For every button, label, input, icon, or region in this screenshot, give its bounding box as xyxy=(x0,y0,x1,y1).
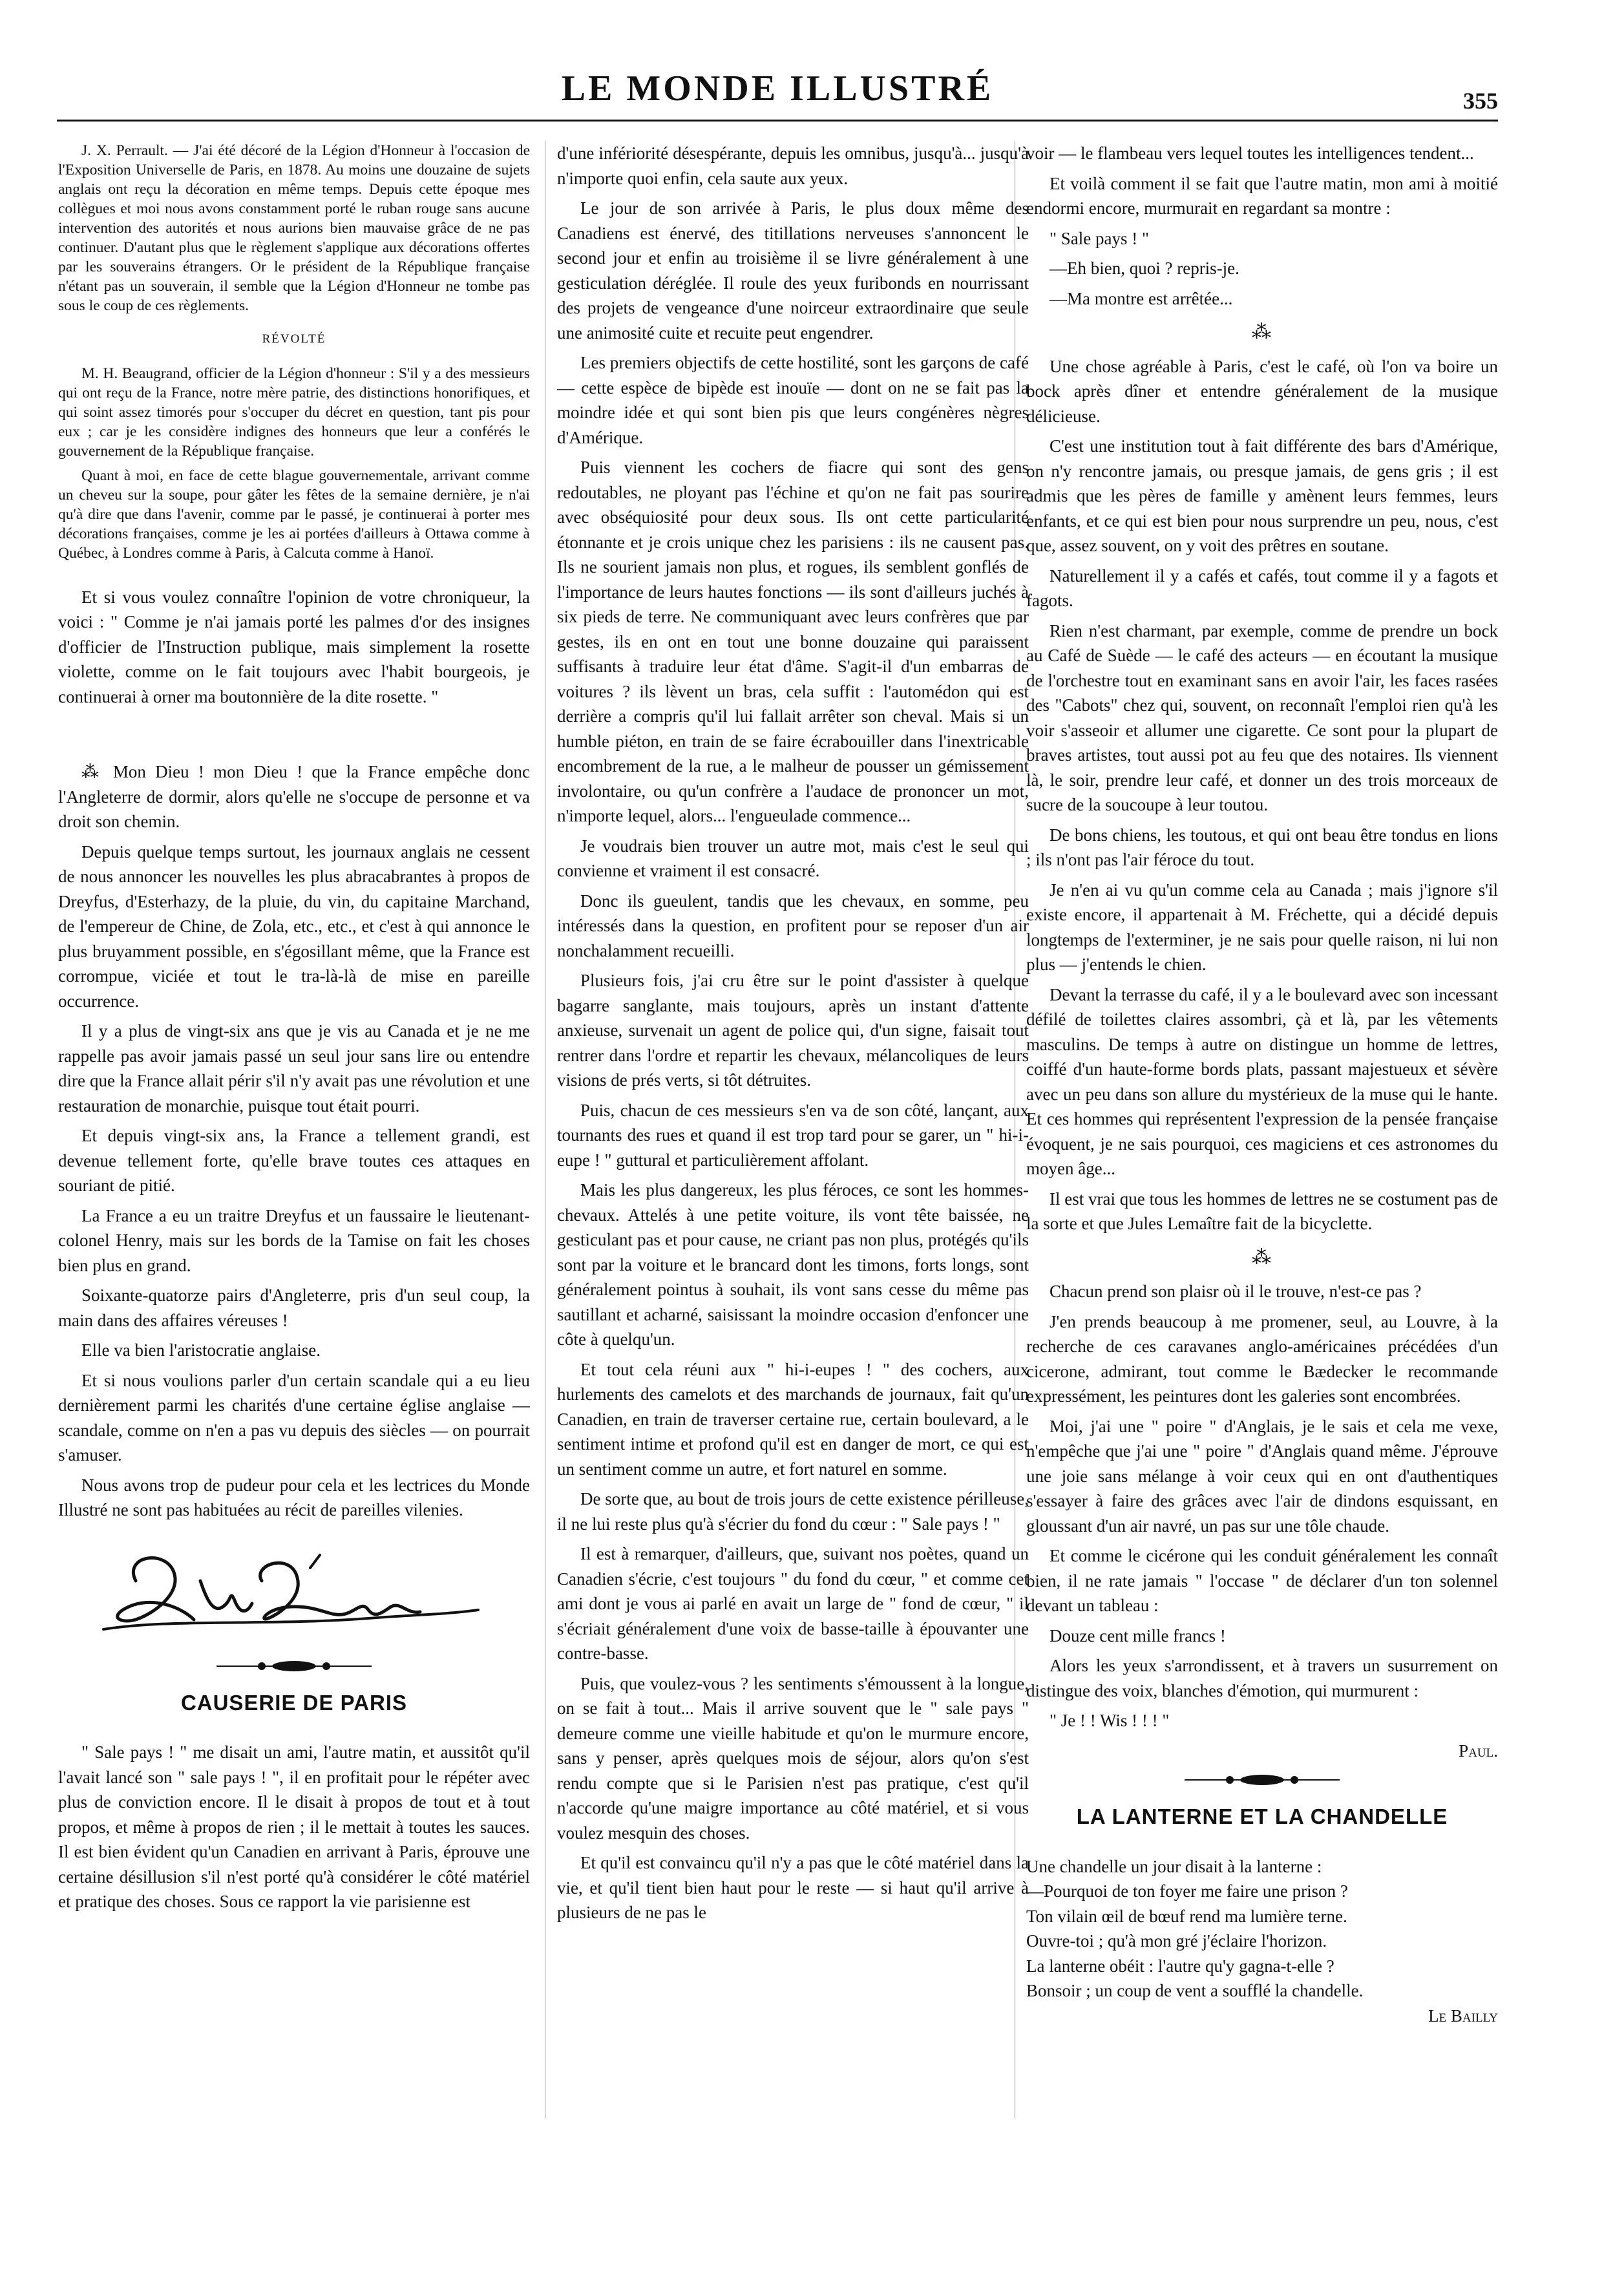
column-1 xyxy=(58,141,530,2235)
paragraph: M. H. Beaugrand, officier de la Légion d'honneur : S'il y a des messieurs qui ont reçu de la France, notre mère patrie, des distinctions honorifiques, et qui soint assez timorés pour s'occuper du décret en question, tant pis pour eux ; car je les considère indignes des honneurs que leur a conférés le gouvernement de la République française. xyxy=(58,365,530,460)
dialogue-line: —Ma montre est arrêtée... xyxy=(1049,288,1233,308)
paragraph: Donc ils gueulent, tandis que les chevaux, en somme, peu intéressés dans la question, en profitent pour se reposer d'un air nonchalamment recueilli. xyxy=(557,891,1029,960)
paragraph: Chacun prend son plaisr où il le trouve, n'est-ce pas ? xyxy=(1049,1282,1422,1301)
paragraph: Et tout cela réuni aux " hi-i-eupes ! " des cochers, aux hurlements des camelots et des marchands de journaux, fait qu'un Canadien, en train de traverser certaine rue, certain boulevard, a le sentiment intime et profond qu'il est en danger de mort, ce qui est un sentiment comme un autre, et fort naturel en somme. xyxy=(557,1359,1029,1479)
newspaper-title: LE MONDE ILLUSTRÉ xyxy=(561,69,994,109)
paragraph: Le jour de son arrivée à Paris, le plus doux même des Canadiens est énervé, des titillations nerveuses s'annoncent le second jour et enfin au troisième il se livre généralement à une gesticulation déréglée. Il roule des yeux furibonds en nourrissant des projets de vengeance d'une noirceur extraordinaire que seule une animosité cuite et recuite peut engendrer. xyxy=(557,198,1029,343)
paragraph: Et comme le cicérone qui les conduit généralement les connaît bien, il ne rate jamais " l'occase " de déclarer d'un ton solennel devant un tableau : xyxy=(1026,1546,1498,1615)
paragraph: Les premiers objectifs de cette hostilité, sont les garçons de café — cette espèce de bipède est inouïe — dont on ne se fait pas la moindre idée et qui sont bien pis que leurs congénères nègres d'Amérique. xyxy=(557,353,1029,447)
paragraph: voir — le flambeau vers lequel toutes les intelligences tendent... xyxy=(1026,143,1474,163)
section-title: CAUSERIE DE PARIS xyxy=(180,1690,408,1715)
dialogue-line: —Eh bien, quoi ? repris-je. xyxy=(1049,259,1239,278)
paragraph: J. X. Perrault. — J'ai été décoré de la Légion d'Honneur à l'occasion de l'Exposition Universelle de Paris, en 1878. Au moins une douzaine de sujets anglais ont reçu la décoration en même temps. Depuis cette époque mes collègues et moi nous avons constamment porté le ruban rouge sans aucune intervention des autorités et nous aurions bien mauvaise grâce de ne pas continuer. D'autant plus que le règlement s'applique aux décorations offertes par les souverains étrangers. Or le président de la République française n'étant pas un souverain, il semble que la Légion d'Honneur ne tombe pas sous le coup de ces règlements. xyxy=(58,142,530,314)
paragraph: Plusieurs fois, j'ai cru être sur le point d'assister à quelque bagarre sanglante, mais toujours, après un instant d'attente anxieuse, survenait un agent de police qui, d'un signe, faisait tout rentrer dans l'ordre et repartir les chevaux, mélancoliques de leurs visions de prés verts, si tôt détruites. xyxy=(557,971,1029,1090)
signature-image xyxy=(97,1542,485,1639)
paragraph: Elle va bien l'aristocratie anglaise. xyxy=(81,1340,321,1360)
paragraph: Il y a plus de vingt-six ans que je vis au Canada et je ne me rappelle pas avoir jamais passé un seul jour sans lire ou entendre dire que la France allait périr s'il n'y avait pas une révolution et une restauration de monarchie, puisque tout était pourri. xyxy=(58,1021,530,1116)
ornament-divider xyxy=(210,1658,378,1674)
paragraph: De bons chiens, les toutous, et qui ont beau être tondus en lions ; ils n'ont pas l'air féroce du tout. xyxy=(1026,825,1498,869)
paragraph: d'une infériorité désespérante, depuis les omnibus, jusqu'à... jusqu'à n'importe quoi enfin, cela saute aux yeux. xyxy=(557,143,1029,188)
paragraph: La France a eu un traitre Dreyfus et un faussaire le lieutenant-colonel Henry, mais sur les bords de la Tamise on fait les choses bien plus en grand. xyxy=(58,1205,530,1275)
paragraph: Nous avons trop de pudeur pour cela et les lectrices du Monde Illustré ne sont pas habituées au récit de pareilles vilenies. xyxy=(58,1475,530,1519)
paragraph: Mais les plus dangereux, les plus féroces, ce sont les hommes-chevaux. Attelés à une petite voiture, ils vont tête baissée, ne gesticulant pas et pour cause, ne criant pas non plus, protégés qu'ils sont par la voiture et le brancard dont les timons, forts longs, sont généralement pointus à souhait, ils vont sans cesse du même pas sautillant et acharné, saisissant la moindre occasion d'enfoncer une côte à quelqu'un. xyxy=(557,1180,1029,1349)
verse-line: —Pourquoi de ton foyer me faire une prison ? xyxy=(1026,1881,1348,1901)
page-number: 355 xyxy=(1463,88,1498,114)
paragraph: Puis, que voulez-vous ? les sentiments s'émoussent à la longue, on se fait à tout... Mais il arrive souvent que le " sale pays " demeure comme une vieille habitude et qu'on le murmure encore, sans y penser, après quelques mois de séjour, alors qu'on s'est rendu compte que si le Parisien n'est pas pratique, c'est qu'il n'accorde qu'une maigre importance au côté matériel, et si vous voulez mesquin des choses. xyxy=(557,1673,1029,1843)
signature xyxy=(58,1542,530,1645)
article-author: Paul. xyxy=(1459,1740,1498,1761)
paragraph: Je voudrais bien trouver un autre mot, mais c'est le seul qui convienne et vraiment il est consacré. xyxy=(557,836,1029,880)
paragraph: Et qu'il est convaincu qu'il n'y a pas que le côté matériel dans la vie, et qu'il tient bien haut pour le reste — si haut qu'il arrive à plusieurs de ne pas le xyxy=(557,1853,1029,1922)
paragraph: Puis viennent les cochers de fiacre qui sont des gens redoutables, ne ployant pas l'échine et qu'on ne fait pas sourire avec obséquiosité pour deux sous. Ils ont cette particularité étonnante et je crois unique chez les parisiens : ils ne causent pas. Ils ne sourient jamais non plus, et rogues, ils semblent gonflés de l'importance de leurs hautes fonctions — ils sont d'ailleurs juchés à six pieds de terre. Ne communiquant avec leurs confrères que par gestes, ils en ont en tout une bonne douzaine qui paraissent suffisants à traduire leur état d'âme. S'agit-il d'un embarras de voitures ? ils lèvent un bras, cela suffit : l'automédon qui est derrière a compris qu'il lui fallait arrêter son cheval. Mais si un humble piéton, en train de se faire écrabouiller dans l'inextricable encombrement de la rue, a le malheur de pousser un gémissement involontaire, ou qu'un confrère a l'audace de prononcer un mot, n'importe lequel, alors... l'engueulade commence... xyxy=(557,458,1029,825)
poem-author: Le Bailly xyxy=(1428,2005,1498,2025)
paragraph: Il est à remarquer, d'ailleurs, que, suivant nos poètes, quand un Canadien s'écrie, c'est toujours " du fond du cœur, " et comme cet ami dont je vous ai parlé en avait un large de " fond de cœur, " il s'écriait généralement d'une voix de basse-taille à épouvanter une contre-basse. xyxy=(557,1544,1029,1663)
paragraph: Soixante-quatorze pairs d'Angleterre, pris d'un seul coup, la main dans des affaires véreuses ! xyxy=(58,1285,530,1330)
paragraph: Rien n'est charmant, par exemple, comme de prendre un bock au Café de Suède — le café des acteurs — en écoutant la musique de l'orchestre tout en examinant sans en avoir l'air, les faces rasées des "Cabots" chez qui, souvent, on reconnaît l'emploi rien qu'à les voir s'asseoir et allumer une cigarette. Ce sont pour la plupart de braves artistes, tout aussi pot au feu que des notaires. Ils viennent là, le soir, prendre leur café, et donner un des trois morceaux de sucre de la soucoupe à leur toutou. xyxy=(1026,620,1498,814)
paragraph: Devant la terrasse du café, il y a le boulevard avec son incessant défilé de toilettes claires assombri, çà et là, par les vêtements masculins. De temps à autre on distingue un homme de lettres, coiffé d'un haute-forme bords plats, passant majestueux et sévère avec un peu dans son allure du mystérieux de la muse qui le hante. Et ces hommes qui représentent l'expression de la pensée française évoquent, je ne sais pourquoi, ces magiciens et ces astronomes du moyen âge... xyxy=(1026,984,1498,1178)
paragraph: Et si vous voulez connaître l'opinion de votre chroniqueur, la voici : " Comme je n'ai jamais porté les palmes d'or des insignes d'officier de l'Instruction publique, mais simplement la rosette violette, comme on le fait toujours avec l'habit bourgeois, je continuerai à orner ma boutonnière de la dite rosette. " xyxy=(58,587,530,706)
paragraph: Naturellement il y a cafés et cafés, tout comme il y a fagots et fagots. xyxy=(1026,566,1498,610)
paragraph: Il est vrai que tous les hommes de lettres ne se costument pas de la sorte et que Jules Lemaître fait de la bicyclette. xyxy=(1026,1189,1498,1233)
subheading: RÉVOLTÉ xyxy=(262,332,326,346)
verse-line: La lanterne obéit : l'autre qu'y gagna-t-elle ? xyxy=(1026,1956,1334,1976)
paragraph: Douze cent mille francs ! xyxy=(1049,1625,1226,1645)
paragraph: Une chose agréable à Paris, c'est le café, où l'on va boire un bock après dîner et entendre généralement de la musique délicieuse. xyxy=(1026,356,1498,426)
masthead xyxy=(57,61,1498,122)
asterism: ⁂ xyxy=(1252,321,1272,343)
paragraph: J'en prends beaucoup à me promener, seul, au Louvre, à la recherche de ces caravanes anglo-américaines précédées d'un cicerone, admirant, tout comme le Bædecker le recommande expressément, les peintures dont les galeries sont encombrées. xyxy=(1026,1311,1498,1406)
paragraph: De sorte que, au bout de trois jours de cette existence périlleuse, il ne lui reste plus qu'à s'écrier du fond du cœur : " Sale pays ! " xyxy=(557,1489,1029,1534)
paragraph: Moi, j'ai une " poire " d'Anglais, je le sais et cela me vexe, n'empêche que j'ai une " poire " d'Anglais quand même. J'éprouve une joie sans mélange à voir ceux qui en ont d'authentiques s'essayer à faire des grâces avec l'air de dindons esquissant, en gloussant d'un air navré, un pas sur une tôle chaude. xyxy=(1026,1416,1498,1536)
paragraph: Puis, chacun de ces messieurs s'en va de son côté, lançant, aux tournants des rues et quand il est trop tard pour se garer, un " hi-i-eupe ! " guttural et particulièrement affolant. xyxy=(557,1100,1029,1170)
column-2 xyxy=(557,141,1029,2235)
column-3 xyxy=(1026,141,1498,2235)
asterism: ⁂ xyxy=(1252,1246,1272,1268)
paragraph: Je n'en ai vu qu'un comme cela au Canada ; mais j'ignore s'il existe encore, il appartenait à M. Fréchette, qui a décidé depuis longtemps de l'exterminer, je ne sais pour quelle raison, ni lui non plus — j'entends le chien. xyxy=(1026,880,1498,974)
verse-line: Bonsoir ; un coup de vent a soufflé la chandelle. xyxy=(1026,1981,1364,2000)
verse-line: Ton vilain œil de bœuf rend ma lumière terne. xyxy=(1026,1906,1347,1926)
paragraph: C'est une institution tout à fait différente des bars d'Amérique, on n'y rencontre jamais, ou presque jamais, de gens gris ; il est admis que les pères de famille y amènent leurs femmes, leurs enfants, et ce qui est bien pour nous surprendre un peu, nous, c'est que, assez souvent, on y voit des prêtres en soutane. xyxy=(1026,436,1498,555)
paragraph: Alors les yeux s'arrondissent, et à travers un susurrement on distingue des voix, blanches d'émotion, qui murmurent : xyxy=(1026,1656,1498,1700)
ornament-divider xyxy=(1178,1772,1346,1788)
verse-line: Une chandelle un jour disait à la lanterne : xyxy=(1026,1856,1322,1876)
verse-line: Ouvre-toi ; qu'à mon gré j'éclaire l'horizon. xyxy=(1026,1931,1327,1951)
paragraph: Et si nous voulions parler d'un certain scandale qui a eu lieu dernièrement parmi les charités d'une certaine église anglaise — scandale, comme on n'en a pas vu depuis des siècles — on pourrait s'amuser. xyxy=(58,1370,530,1465)
section-title: LA LANTERNE ET LA CHANDELLE xyxy=(1076,1804,1448,1828)
paragraph: " Sale pays ! " me disait un ami, l'autre matin, et aussitôt qu'il l'avait lancé son " sale pays ! ", il en profitait pour le répéter avec plus de conviction encore. Il le disait à propos de tout et à tout propos, et même à propos de rien ; il le mettait à toutes les sauces. Il est bien évident qu'un Canadien en arrivant à Paris, éprouve une certaine désillusion s'il n'est porté qu'à considérer le côté matériel et pratique des choses. Sous ce rapport la vie parisienne est xyxy=(58,1742,530,1911)
paragraph: Et depuis vingt-six ans, la France a tellement grandi, est devenue tellement forte, qu'elle brave toutes ces attaques en souriant de pitié. xyxy=(58,1126,530,1195)
paragraph: Et voilà comment il se fait que l'autre matin, mon ami à moitié endormi encore, murmurait en regardant sa montre : xyxy=(1026,173,1498,218)
paragraph: " Je ! ! Wis ! ! ! " xyxy=(1049,1711,1170,1730)
paragraph: Quant à moi, en face de cette blague gouvernementale, arrivant comme un cheveu sur la soupe, pour gâter les fêtes de la semaine dernière, je n'ai qu'à dire que dans l'avenir, comme par le passé, je continuerai à porter mes décorations françaises, comme je les ai portées d'ailleurs à Ottawa comme à Québec, à Londres comme à Paris, à Calcuta comme à Hanoï. xyxy=(58,467,530,562)
paragraph: ⁂ Mon Dieu ! mon Dieu ! que la France empêche donc l'Angleterre de dormir, alors qu'elle ne s'occupe de personne et va droit son chemin. xyxy=(58,762,530,831)
dialogue-line: " Sale pays ! " xyxy=(1049,228,1150,248)
paragraph: Depuis quelque temps surtout, les journaux anglais ne cessent de nous annoncer les nouvelles les plus abracabrantes à propos de Dreyfus, d'Esterhazy, de la pluie, du vin, du capitaine Marchand, de l'empereur de Chine, de Zola, etc., etc., et c'est à qui annonce le plus bruyamment possible, en s'égosillant même, que la France est corrompue, viciée et tout le tra-là-là de mise en pareille occurrence. xyxy=(58,841,530,1011)
